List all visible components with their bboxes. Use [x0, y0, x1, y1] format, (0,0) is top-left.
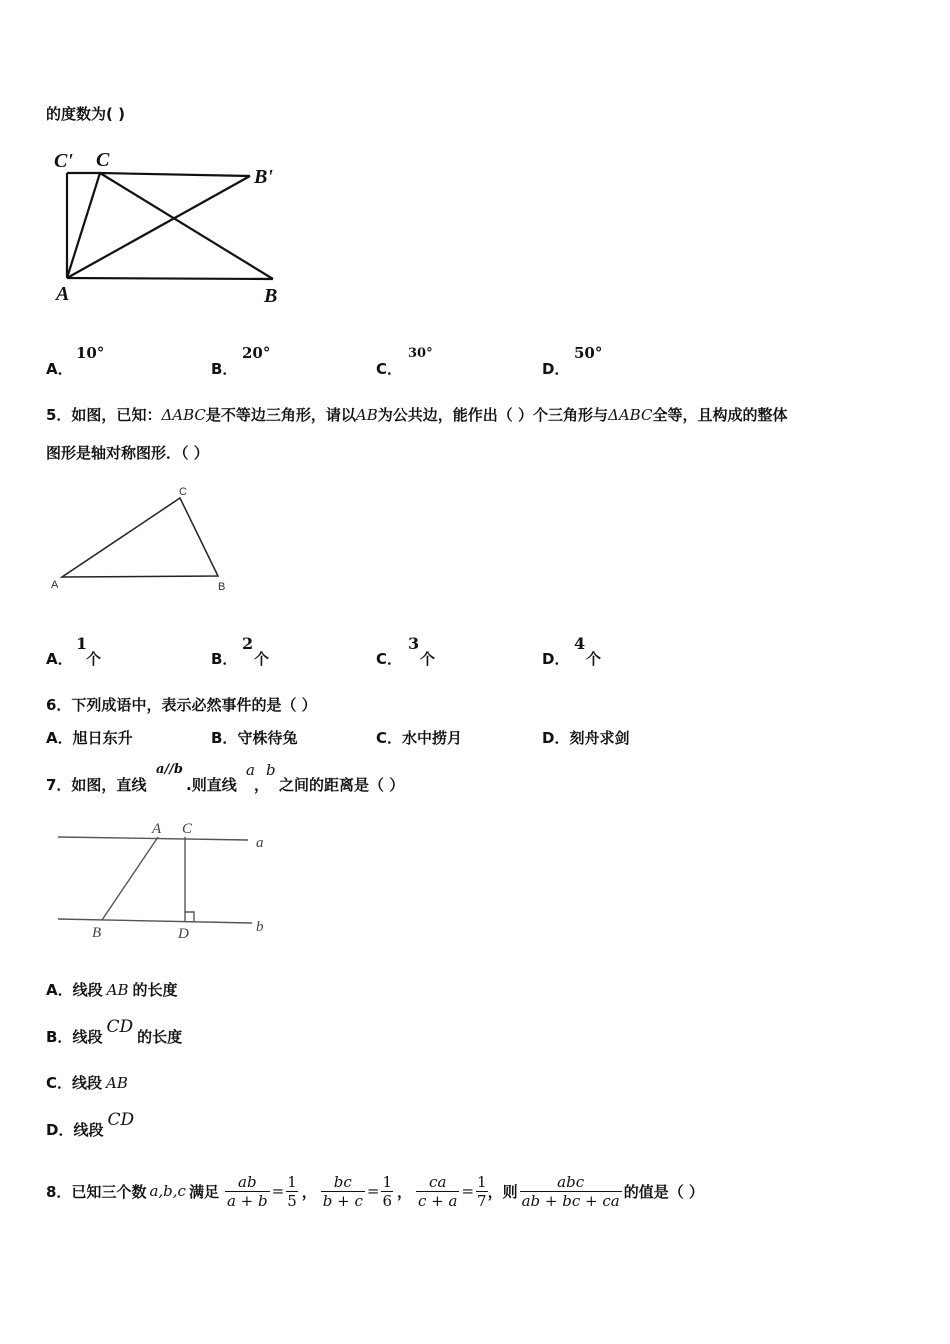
q7-stem-part3: 之间的距离是（ ）: [279, 776, 405, 794]
q5-option-a[interactable]: [46, 648, 73, 669]
q8-stem: [46, 1164, 704, 1218]
q8-text-3: ，则: [487, 1182, 518, 1201]
q4-label-b: B: [264, 285, 278, 307]
q7-label-a: A: [152, 821, 162, 837]
q4-edge-ab: [67, 278, 273, 279]
q5-option-d[interactable]: [542, 648, 569, 669]
option-letter: B．: [46, 1028, 73, 1046]
q7-right-angle: [185, 912, 194, 921]
q8-fraction-3: $\frac{ca}{c + a}$: [418, 1172, 458, 1210]
option-text: 刻舟求剑: [569, 729, 630, 747]
q8-value-2: $\frac{1}{6}$: [382, 1172, 392, 1210]
q8-fraction-2: $\frac{bc}{b + c}$: [322, 1172, 363, 1210]
q4-option-c-value: 30°: [408, 346, 433, 361]
q5-option-a-value: 1: [76, 634, 88, 653]
option-segment: AB: [106, 1074, 128, 1092]
q8-equals-1: =: [271, 1182, 285, 1200]
q7-option-c[interactable]: [46, 1072, 132, 1093]
q4-figure: [40, 140, 300, 315]
q5-option-d-unit: 个: [586, 650, 602, 668]
q8-value-3: $\frac{1}{7}$: [477, 1172, 487, 1210]
q5-stem-line2: 图形是轴对称图形．（ ）: [46, 444, 209, 462]
q7-parallel: a//b: [156, 762, 184, 777]
q5-option-c[interactable]: [376, 648, 402, 669]
q7-var-a: a: [246, 761, 255, 779]
q8-fraction-target: $\frac{\text{abc}}{ab + bc + ca}$: [521, 1172, 620, 1210]
option-letter: C．: [376, 729, 403, 747]
option-text: 线段: [73, 1121, 104, 1139]
option-letter: B．: [211, 650, 238, 668]
q7-var-b: b: [266, 761, 276, 779]
q8-sep-1: ，: [301, 1182, 317, 1201]
q7-option-a[interactable]: [46, 979, 178, 1000]
q7-label-c: C: [182, 821, 193, 837]
q5-option-b[interactable]: [211, 648, 237, 669]
q7-label-b: B: [92, 925, 102, 941]
q5-option-d-value: 4: [574, 634, 586, 653]
option-letter: D．: [542, 360, 570, 378]
q8-value-1: $\frac{1}{5}$: [287, 1172, 297, 1210]
q8-text-1: 8．已知三个数: [46, 1182, 147, 1201]
option-letter: C．: [376, 360, 403, 378]
q4-option-c[interactable]: [376, 358, 402, 379]
q5-option-b-unit: 个: [254, 650, 270, 668]
q4-label-a: A: [56, 283, 70, 305]
q4-option-b-value: 20°: [242, 344, 271, 362]
q5-option-a-unit: 个: [86, 650, 102, 668]
q7-segment-ab: [102, 837, 158, 920]
option-text: 旭日东升: [72, 729, 133, 747]
option-text: 水中捞月: [402, 729, 463, 747]
q6-option-c[interactable]: [376, 727, 462, 748]
q8-sep-2: ，: [396, 1182, 412, 1201]
q4-label-c-prime: C': [54, 150, 73, 172]
q5-stem-line1: 5．如图，已知：ΔABC是不等边三角形，请以AB为公共边，能作出（ ）个三角形与ΔABC全等，且构成的整体: [46, 406, 788, 424]
q4-option-d[interactable]: [542, 358, 569, 379]
q6-stem: 6．下列成语中，表示必然事件的是（ ）: [46, 696, 317, 714]
q5-option-c-value: 3: [408, 634, 420, 653]
q4-edge-c-b-prime: [100, 173, 250, 176]
q7-line-b: [58, 919, 252, 923]
option-letter: C．: [376, 650, 403, 668]
q5-label-c: C: [179, 486, 187, 498]
q4-option-b[interactable]: [211, 358, 237, 379]
q7-label-line-a: a: [256, 835, 264, 851]
option-letter: A．: [46, 729, 73, 747]
option-text: 线段: [72, 981, 103, 999]
option-letter: A．: [46, 360, 73, 378]
q8-text-2: 满足: [188, 1182, 219, 1201]
option-text: 线段: [72, 1074, 103, 1092]
q6-option-b[interactable]: [211, 727, 297, 748]
q8-equals-3: =: [461, 1182, 475, 1200]
q5-figure: [45, 482, 245, 594]
option-letter: D．: [542, 650, 570, 668]
option-segment: CD: [106, 1017, 134, 1037]
option-text-post: 的长度: [132, 981, 178, 999]
q4-label-c: C: [96, 149, 110, 171]
q8-equals-2: =: [366, 1182, 380, 1200]
q4-label-b-prime: B': [254, 166, 273, 188]
q4-edge-cb: [100, 173, 273, 279]
option-letter: A．: [46, 650, 73, 668]
q6-option-a[interactable]: [46, 727, 133, 748]
q4-option-a-value: 10°: [76, 344, 105, 362]
q5-option-c-unit: 个: [420, 650, 436, 668]
q4-option-a[interactable]: [46, 358, 73, 379]
q5-label-a: A: [51, 579, 59, 591]
q5-label-b: B: [218, 581, 226, 593]
option-letter: D．: [46, 1121, 74, 1139]
option-text-post: 的长度: [137, 1028, 183, 1046]
q8-vars: a,b,c: [149, 1182, 186, 1200]
q7-option-b[interactable]: [46, 1017, 183, 1047]
q7-label-d: D: [178, 926, 189, 942]
option-letter: B．: [211, 729, 238, 747]
q7-option-d[interactable]: [46, 1110, 138, 1140]
option-letter: B．: [211, 360, 238, 378]
q5-option-b-value: 2: [242, 634, 254, 653]
q7-line-a: [58, 837, 248, 840]
q5-triangle: [62, 498, 218, 577]
option-text: 线段: [72, 1028, 103, 1046]
q4-stem-tail: 的度数为( ): [46, 105, 125, 123]
q6-option-d[interactable]: [542, 727, 629, 748]
option-segment: CD: [107, 1110, 135, 1130]
q7-comma: ，: [254, 776, 270, 794]
q7-figure: [50, 812, 280, 947]
q8-fraction-1: $\frac{ab}{a + b}$: [226, 1172, 268, 1210]
q4-option-d-value: 50°: [574, 344, 603, 362]
option-letter: C．: [46, 1074, 73, 1092]
q7-stem-part1: 7．如图，直线: [46, 776, 147, 794]
option-text: 守株待兔: [237, 729, 298, 747]
option-segment: AB: [106, 981, 129, 999]
option-letter: D．: [542, 729, 570, 747]
q7-stem-part2: .则直线: [186, 776, 237, 794]
q7-label-line-b: b: [256, 919, 264, 935]
q8-text-4: 的值是（ ）: [623, 1182, 704, 1201]
option-letter: A．: [46, 981, 73, 999]
